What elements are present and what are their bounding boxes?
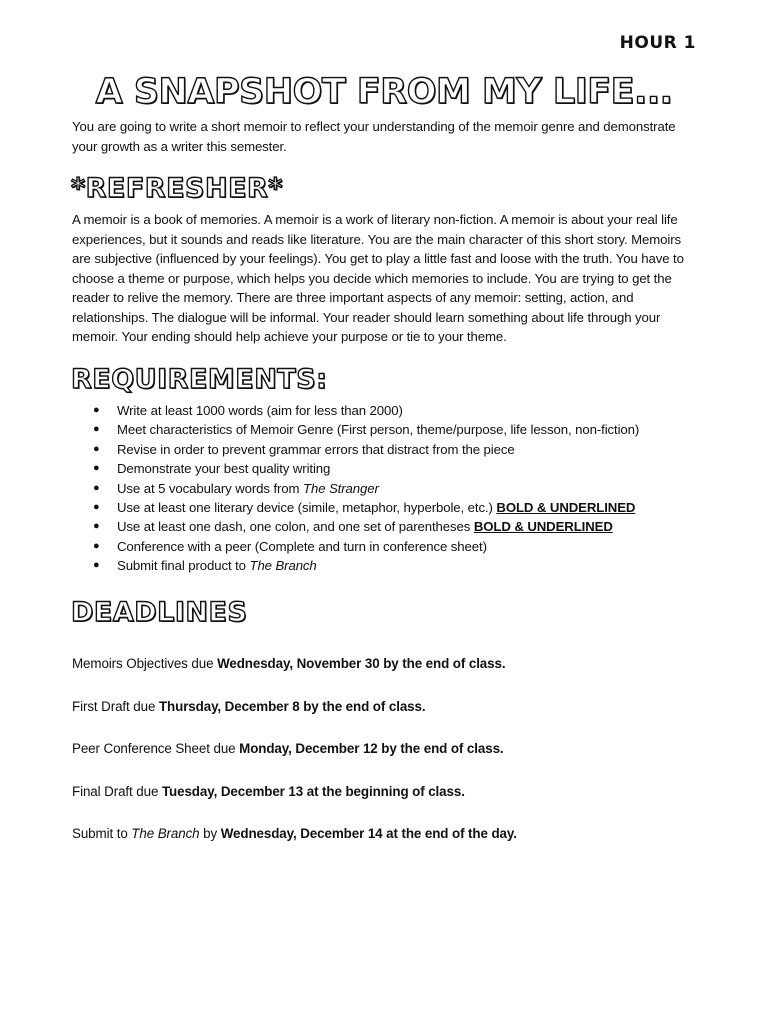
requirement-text: Meet characteristics of Memoir Genre (First person, theme/purpose, life lesson, non-fiction) (117, 422, 640, 438)
deadline-date: Wednesday, November 30 by the end of class. (217, 656, 506, 671)
bullet-icon: ● (93, 539, 100, 552)
list-item (72, 401, 702, 420)
bullet-icon: ● (93, 559, 100, 572)
bullet-icon: ● (93, 404, 100, 416)
deadlines-heading: DEADLINES (71, 597, 248, 628)
deadline-date: Monday, December 12 by the end of class. (239, 741, 504, 756)
list-item (72, 498, 702, 517)
requirement-text: Write at least 1000 words (aim for less than 2000) (117, 403, 403, 418)
book-title: The Stranger (303, 480, 379, 496)
list-item (72, 537, 702, 556)
list-item (72, 517, 702, 536)
requirement-text: Revise in order to prevent grammar errors that distract from the piece (117, 441, 515, 457)
list-item (72, 479, 702, 498)
bold-underlined-note: BOLD & UNDERLINED (496, 500, 636, 516)
list-item (72, 459, 702, 478)
requirement-text: Use at least one literary device (simile, metaphor, hyperbole, etc.) (117, 500, 497, 516)
deadline-label: Final Draft due (72, 784, 162, 799)
deadline-label: Memoirs Objectives due (72, 656, 218, 671)
deadline-date: Thursday, December 8 by the end of class. (158, 699, 426, 714)
publication-name: The Branch (131, 826, 200, 841)
deadline-item (72, 782, 465, 802)
hour-label: HOUR 1 (619, 33, 696, 53)
requirement-text: Use at least one dash, one colon, and one set of parentheses (117, 519, 474, 535)
bullet-icon: ● (93, 442, 100, 455)
refresher-paragraph: A memoir is a book of memories. A memoir is a work of literary non-fiction. A memoir is about your real life experiences, but it sounds and reads like literature. You are the main character of this short story. Memoirs are subjective (influenced by your feelings). You get to play a little fast and loose with the truth. You have to choose a theme or purpose, which helps you decide which memories to include. You are trying to get the reader to relive the memory. There are three important aspects of any memoir: setting, action, and relationships. The dialogue will be informal. Your reader should learn something about life through your memoir. Your ending should help achieve your purpose or tie to your theme. (72, 212, 684, 344)
bullet-icon: ● (93, 462, 100, 475)
bullet-icon: ● (93, 520, 100, 533)
list-item (72, 440, 702, 459)
requirement-text: Use at 5 vocabulary words from (117, 480, 303, 496)
deadline-date: Wednesday, December 14 at the end of the day. (220, 826, 517, 841)
list-item (72, 420, 702, 439)
deadline-label: Peer Conference Sheet due (72, 741, 240, 756)
deadline-label: First Draft due (72, 699, 159, 714)
requirement-text: Submit final product to (117, 558, 250, 574)
deadline-item (72, 739, 504, 759)
intro-paragraph: You are going to write a short memoir to reflect your understanding of the memoir genre and demonstrate your growth as a writer this semester. (72, 119, 676, 154)
deadline-label: Submit to (72, 826, 132, 841)
bullet-icon: ● (93, 501, 100, 514)
page-title: A SNAPSHOT FROM MY LIFE... (95, 72, 673, 112)
bullet-icon: ● (93, 481, 100, 494)
requirement-text: Conference with a peer (Complete and turn in conference sheet) (117, 538, 487, 554)
bullet-icon: ● (93, 423, 100, 436)
deadline-item (72, 697, 425, 717)
publication-name: The Branch (249, 558, 317, 574)
deadline-connector: by (199, 826, 221, 841)
deadline-item (72, 654, 505, 674)
refresher-heading: *REFRESHER* (71, 173, 283, 204)
list-item (72, 556, 702, 575)
requirements-heading: REQUIREMENTS: (71, 364, 328, 395)
deadline-date: Tuesday, December 13 at the beginning of class. (161, 784, 465, 799)
requirement-text: Demonstrate your best quality writing (117, 461, 331, 477)
bold-underlined-note: BOLD & UNDERLINED (473, 519, 613, 535)
deadline-item (72, 824, 517, 844)
requirements-list (72, 401, 702, 576)
